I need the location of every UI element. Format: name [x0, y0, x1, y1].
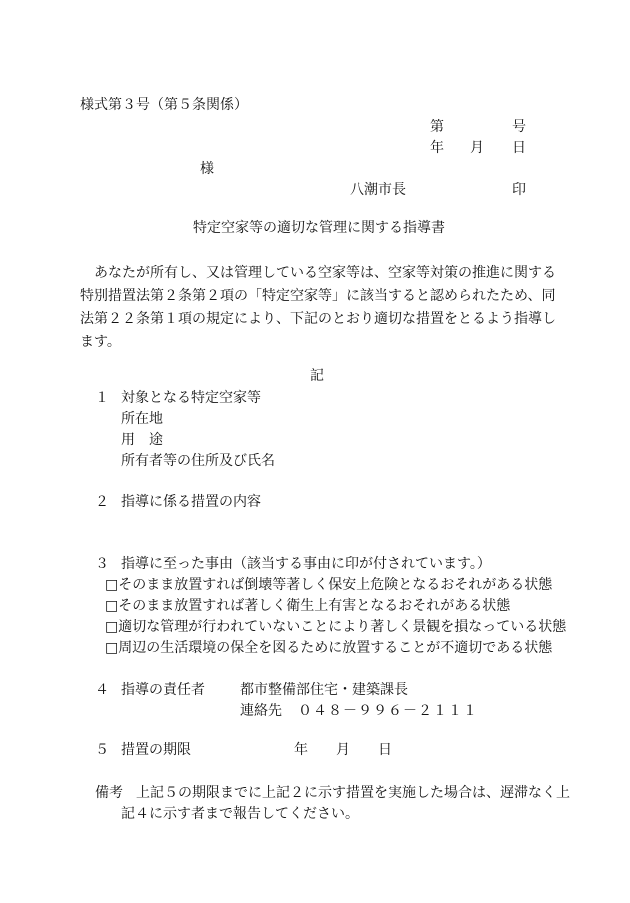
reason-item: □そのまま放置すれば著しく衛生上有害となるおそれがある状態 [105, 598, 511, 614]
section1-item-location: 所在地 [121, 411, 163, 427]
section1-item-use: 用 途 [121, 432, 163, 448]
ki-heading: 記 [310, 368, 324, 384]
section4-number: ４ [95, 682, 109, 698]
reason-item: □そのまま放置すれば倒壊等著しく保安上危険となるおそれがある状態 [105, 577, 553, 593]
deadline-month-label: 月 [336, 742, 350, 758]
document-title: 特定空家等の適切な管理に関する指導書 [193, 220, 445, 236]
section5-number: ５ [95, 742, 109, 758]
form-header: 様式第３号（第５条関係） [80, 97, 248, 113]
remarks-line2: 記４に示す者まで報告してください。 [121, 806, 359, 822]
remarks-line1: 上記５の期限までに上記２に示す措置を実施した場合は、遅滞なく上 [136, 785, 570, 801]
reason-item: □適切な管理が行われていないことにより著しく景観を損なっている状態 [105, 619, 567, 635]
issuer-name: 八潮市長 [350, 182, 406, 198]
section4-heading: 指導の責任者 [121, 682, 205, 698]
date-month-label: 月 [470, 140, 484, 156]
section2-number: ２ [95, 494, 109, 510]
section1-item-owner: 所有者等の住所及び氏名 [121, 453, 275, 469]
date-year-label: 年 [430, 140, 444, 156]
addressee-suffix: 様 [200, 161, 214, 177]
contact-phone: ０４８－９９６－２１１１ [298, 703, 478, 719]
body-line: 特別措置法第２条第２項の「特定空家等」に該当すると認められたため、同 [80, 288, 556, 304]
section3-heading: 指導に至った事由（該当する事由に印が付されています。） [121, 556, 491, 572]
section2-heading: 指導に係る措置の内容 [121, 494, 261, 510]
issuer-seal: 印 [512, 182, 526, 198]
contact-label: 連絡先 [240, 703, 282, 719]
date-day-label: 日 [512, 140, 526, 156]
responsible-person: 都市整備部住宅・建築課長 [240, 682, 408, 698]
section1-heading: 対象となる特定空家等 [121, 390, 261, 406]
body-paragraph [80, 262, 554, 354]
body-line: 法第２２条第１項の規定により、下記のとおり適切な措置をとるよう指導し [80, 311, 556, 327]
body-line: ます。 [80, 334, 121, 350]
body-line: あなたが所有し、又は管理している空家等は、空家等対策の推進に関する [80, 265, 556, 281]
doc-number-go: 号 [512, 119, 526, 135]
doc-number-dai: 第 [430, 119, 444, 135]
reason-item: □周辺の生活環境の保全を図るために放置することが不適切である状態 [105, 640, 553, 656]
section5-heading: 措置の期限 [121, 742, 191, 758]
remarks-label: 備考 [95, 785, 123, 801]
section1-number: １ [95, 390, 109, 406]
section3-number: ３ [95, 556, 109, 572]
deadline-year-label: 年 [294, 742, 308, 758]
deadline-day-label: 日 [378, 742, 392, 758]
